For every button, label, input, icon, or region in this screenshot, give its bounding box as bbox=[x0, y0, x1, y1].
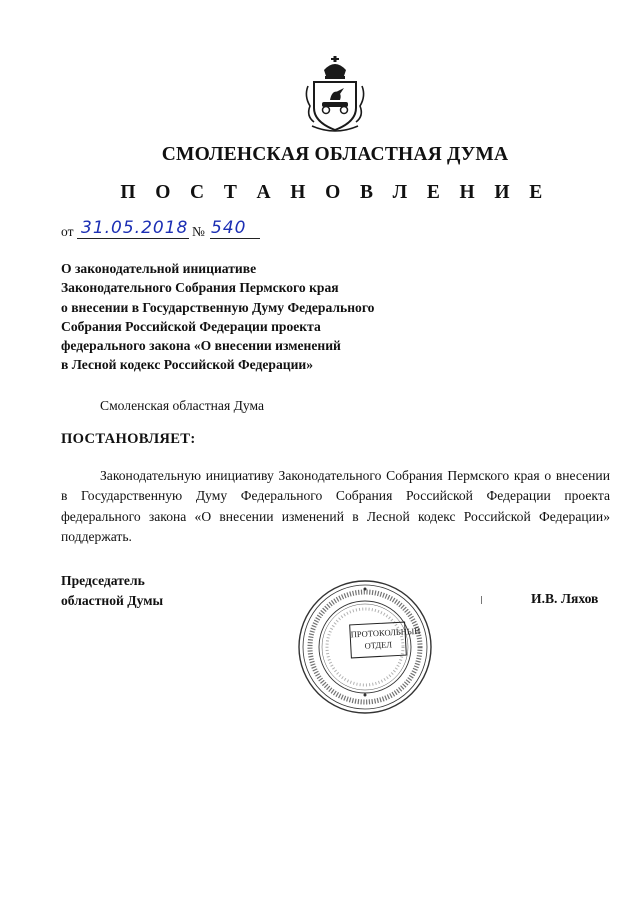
resolves-heading: ПОСТАНОВЛЯЕТ: bbox=[61, 431, 196, 447]
resolution-body: Законодательную инициативу Законодательного Собрания Пермского края о внесении в Государственную Думу Федерального Собрания Российской Федерации проекта федерального закона «О внесении изменений в Лесной кодекс Российской Федерации» поддержать. bbox=[61, 468, 610, 544]
subject-line: федерального закона «О внесении изменений bbox=[61, 338, 341, 354]
signer-name: И.В. Ляхов bbox=[531, 591, 599, 606]
organization-title: СМОЛЕНСКАЯ ОБЛАСТНАЯ ДУМА bbox=[161, 144, 509, 165]
subject-line: Законодательного Собрания Пермского края bbox=[61, 280, 339, 296]
document-type-title: П О С Т А Н О В Л Е Н И Е bbox=[120, 182, 550, 203]
seal-box-line: ПРОТОКОЛЬНЫЙ bbox=[350, 625, 421, 640]
handwritten-number: 540 bbox=[211, 218, 247, 238]
handwritten-date: 31.05.2018 bbox=[81, 218, 189, 238]
signer-title bbox=[61, 571, 163, 610]
seal-department-box bbox=[349, 622, 421, 659]
coat-of-arms-icon bbox=[300, 56, 370, 136]
signer-title-line: областной Думы bbox=[61, 592, 164, 608]
seal-box-line: ОТДЕЛ bbox=[364, 639, 393, 651]
signer-title-line: Председатель bbox=[61, 573, 145, 588]
issuer-text: Смоленская областная Дума bbox=[100, 398, 265, 413]
number-label: № bbox=[192, 224, 205, 239]
subject-line: О законодательной инициативе bbox=[61, 261, 257, 276]
subject-line: о внесении в Государственную Думу Федерального bbox=[61, 299, 375, 315]
subject-line: в Лесной кодекс Российской Федерации» bbox=[61, 357, 314, 373]
date-prefix: от bbox=[61, 224, 74, 239]
date-number-line bbox=[61, 220, 281, 242]
signature-mark bbox=[481, 596, 482, 604]
subject-block bbox=[61, 259, 481, 375]
subject-line: Собрания Российской Федерации проекта bbox=[61, 318, 321, 334]
